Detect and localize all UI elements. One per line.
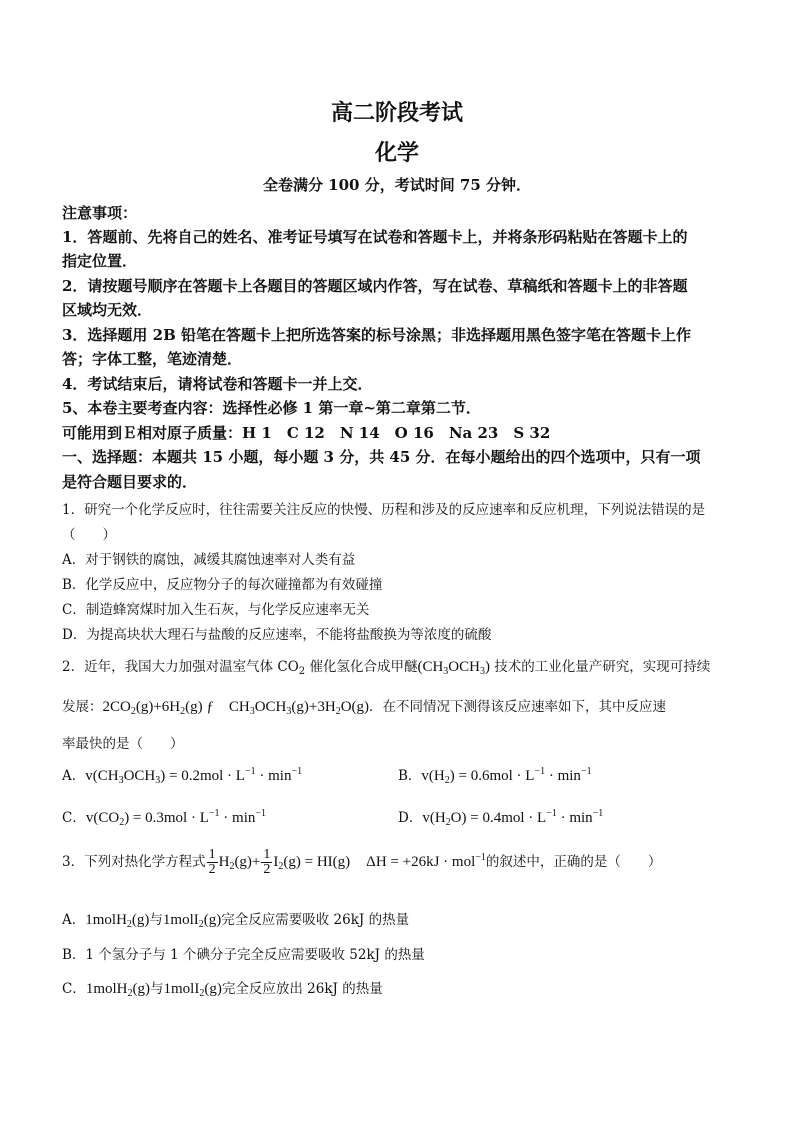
q2-line3: 率最快的是（ ） [62,736,184,752]
subject-title: 化学 [374,140,419,166]
q2-option-c: C．$v(CO_2) = 0.3mol \cdot L^{-1} \cdot \min^{-1}$ [62,808,267,828]
q2-option-b: B．$v(H_2) = 0.6mol \cdot L^{-1} \cdot \min^{-1}$ [398,766,592,786]
q3-option-c: C．1molH$_2$(g)与1molI$_2$(g)完全反应放出 26kJ 的热量 [62,981,383,999]
note-4: 4．考试结束后，请将试卷和答题卡一并上交． [62,375,373,393]
q3-stem: 3．下列对热化学方程式 $\frac{1}{2}$ $H_2(g)+$ $\frac{1}{2}$ $I_2(g) = HI(g) \Delta H = +26kJ \cdot mol^{-1}$的叙述中，正确的是（ ） [62,847,662,877]
q1-option-a: A．对于钢铁的腐蚀，减缓其腐蚀速率对人类有益 [62,552,356,568]
note-5: 5、本卷主要考查内容：选择性必修 1 第一章~第二章第二节． [62,399,481,417]
q1-paren: （ ） [62,527,116,543]
note-1b: 指定位置． [62,252,138,270]
notes-heading: 注意事项： [62,204,138,222]
note-2a: 2．请按题号顺序在答题卡上各题目的答题区域内作答，写在试卷、草稿纸和答题卡上的非答题 [62,277,688,295]
q1-option-b: B．化学反应中，反应物分子的每次碰撞都为有效碰撞 [62,577,383,593]
fraction-half: $\frac{1}{2}$ [263,847,271,877]
q2-option-a: A．$v(CH_3OCH_3) = 0.2mol \cdot L^{-1} \cdot \min^{-1}$ [62,766,303,786]
section1-heading-cont: 是符合题目要求的． [62,473,198,491]
q1-stem: 1．研究一个化学反应时，往往需要关注反应的快慢、历程和涉及的反应速率和反应机理，下列说法错误的是 [62,502,706,518]
q2-line1: 2．近年，我国大力加强对温室气体 $CO_2$ 催化氢化合成甲醚$(CH_3OCH_3)$ 技术的工业化量产研究，实现可持续 [62,659,711,677]
exam-title: 高二阶段考试 [330,100,463,126]
exam-info: 全卷满分 100 分，考试时间 75 分钟． [262,176,532,194]
note-2b: 区域均无效． [62,301,153,319]
q2-equation: 发展：$2CO_2(g)+6H_2(g)$ ƒ $CH_3OCH_3(g)+3H_2O(g)$．在不同情况下测得该反应速率如下，其中反应速 [62,699,667,717]
atomic-masses: 可能用到Ｅ相对原子质量：H 1 C 12 N 14 O 16 Na 23 S 32 [62,424,551,442]
note-3a: 3．选择题用 2B 铅笔在答题卡上把所选答案的标号涂黑；非选择题用黑色签字笔在答题卡上作 [62,326,692,344]
note-1a: 1．答题前、先将自己的姓名、准考证号填写在试卷和答题卡上，并将条形码粘贴在答题卡上的 [62,228,688,246]
note-3b: 答；字体工整，笔迹清楚． [62,350,243,368]
q2-option-d: D．$v(H_2O) = 0.4mol \cdot L^{-1} \cdot \min^{-1}$ [398,808,604,828]
q1-option-c: C．制造蜂窝煤时加入生石灰，与化学反应速率无关 [62,602,370,618]
q3-option-b: B．1 个氢分子与 1 个碘分子完全反应需要吸收 52kJ 的热量 [62,947,425,963]
fraction-half: $\frac{1}{2}$ [208,847,216,877]
section1-heading: 一、选择题：本题共 15 小题，每小题 3 分，共 45 分．在每小题给出的四个选项中，只有一项 [62,448,701,466]
q3-option-a: A．1molH$_2$(g)与1molI$_2$(g)完全反应需要吸收 26kJ 的热量 [62,912,410,930]
q1-option-d: D．为提高块状大理石与盐酸的反应速率，不能将盐酸换为等浓度的硫酸 [62,627,492,643]
